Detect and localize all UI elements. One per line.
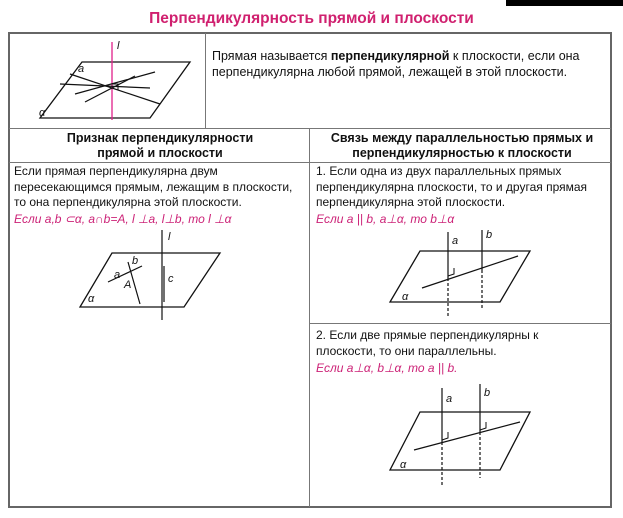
plane-alpha-shape bbox=[80, 253, 220, 307]
plane-line bbox=[414, 422, 520, 450]
plane-line bbox=[422, 256, 518, 288]
corner-bar bbox=[506, 0, 623, 6]
label-l: l bbox=[117, 40, 120, 52]
label-a: a bbox=[452, 235, 459, 247]
plane-alpha-shape bbox=[390, 412, 530, 470]
label-a: a bbox=[78, 63, 85, 75]
label-alpha: α bbox=[39, 107, 46, 119]
definition-part-1: Прямая называется bbox=[212, 49, 331, 63]
right-angle-mark-b bbox=[480, 422, 486, 430]
item2-figure bbox=[380, 380, 550, 490]
plane-line-2 bbox=[75, 72, 155, 94]
column-divider bbox=[309, 128, 310, 507]
right-angle-mark bbox=[448, 268, 454, 276]
row-divider-2 bbox=[9, 162, 611, 163]
definition-text bbox=[212, 48, 607, 80]
label-point-A: A bbox=[124, 279, 132, 291]
right-angle-mark-a bbox=[442, 432, 448, 440]
label-b: b bbox=[484, 387, 491, 399]
plane-line-3 bbox=[60, 84, 150, 88]
left-criterion-formula: Если a,b ⊂α, a∩b=A, l ⊥a, l⊥b, то l ⊥α bbox=[14, 212, 232, 226]
label-alpha: α bbox=[88, 293, 95, 305]
right-item2-formula: Если a⊥α, b⊥α, то a || b. bbox=[316, 361, 458, 375]
right-cell-divider bbox=[309, 323, 611, 324]
left-column-header: Признак перпендикулярности прямой и плоскости bbox=[66, 131, 254, 160]
left-criterion-text: Если прямая перпендикулярна двум пересекающимся прямым, лежащим в плоскости, то она перпендикулярна этой плоскости. bbox=[14, 164, 293, 209]
row-divider-1 bbox=[9, 128, 611, 129]
label-l: l bbox=[168, 231, 171, 243]
label-b: b bbox=[486, 229, 493, 241]
definition-term: перпендикулярной bbox=[330, 49, 450, 63]
plane-alpha-shape bbox=[40, 62, 190, 118]
label-alpha: α bbox=[400, 459, 407, 471]
criterion-figure bbox=[80, 226, 240, 322]
right-item1-formula: Если a || b, a⊥α, то b⊥α bbox=[316, 212, 455, 226]
page-title: Перпендикулярность прямой и плоскости bbox=[149, 10, 474, 27]
label-a: a bbox=[114, 269, 121, 281]
right-item1-text: 1. Если одна из двух параллельных прямых перпендикулярна плоскости, то и другая прямая перпендикулярна этой плоскости. bbox=[316, 164, 588, 209]
right-column-header: Связь между параллельностью прямых и перпендикулярностью к плоскости bbox=[330, 131, 594, 160]
label-a: a bbox=[446, 393, 453, 405]
top-row-divider bbox=[205, 33, 206, 128]
definition-part-2: к плоскости, если она перпендикулярна любой прямой, лежащей в этой плоскости. bbox=[212, 49, 580, 79]
item1-figure bbox=[380, 226, 550, 322]
plane-line-1 bbox=[70, 74, 160, 104]
definition-figure bbox=[30, 38, 200, 124]
label-c: c bbox=[168, 273, 174, 285]
right-item2-text: 2. Если две прямые перпендикулярны к плоскости, то они параллельны. bbox=[316, 328, 539, 358]
label-b: b bbox=[132, 255, 139, 267]
label-alpha: α bbox=[402, 291, 409, 303]
